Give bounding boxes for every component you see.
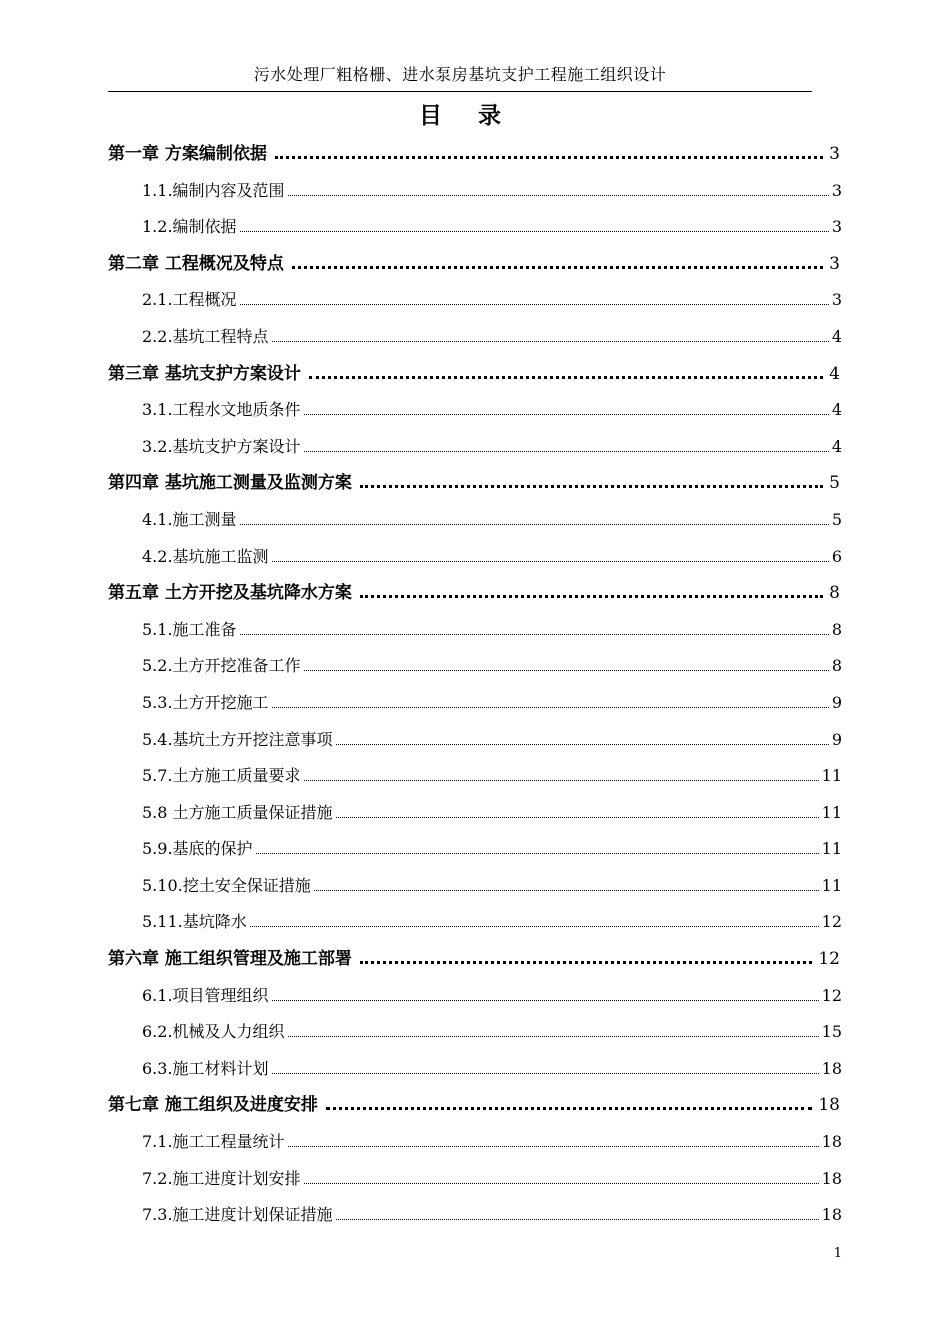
dot-leader (272, 988, 819, 1001)
toc-entry-label: 第四章 基坑施工测量及监测方案 (108, 473, 352, 494)
toc-entry-label: 6.1.项目管理组织 (142, 985, 269, 1005)
dot-leader (272, 1061, 819, 1074)
toc-entry-page: 11 (821, 875, 842, 895)
toc-entry-page: 8 (829, 583, 840, 604)
toc-section-entry[interactable] (108, 209, 842, 246)
toc-section-entry[interactable] (108, 1051, 842, 1088)
toc-entry-label: 1.1.编制内容及范围 (142, 180, 285, 200)
toc-section-entry[interactable] (108, 612, 842, 649)
toc-section-entry[interactable] (108, 648, 842, 685)
toc-entry-label: 6.3.施工材料计划 (142, 1058, 269, 1078)
toc-entry-page: 18 (818, 1095, 840, 1116)
toc-entry-page: 12 (818, 949, 840, 970)
toc-entry-page: 4 (831, 326, 842, 346)
toc-entry-page: 4 (831, 436, 842, 456)
dot-leader (360, 949, 812, 964)
toc-chapter-entry[interactable] (108, 136, 842, 173)
table-of-contents (108, 136, 842, 1234)
dot-leader (256, 841, 819, 854)
toc-title: 目录 (419, 102, 537, 129)
toc-section-entry[interactable] (108, 1161, 842, 1198)
toc-entry-page: 4 (829, 363, 840, 384)
toc-entry-page: 6 (831, 546, 842, 566)
toc-entry-label: 2.2.基坑工程特点 (142, 326, 269, 346)
toc-section-entry[interactable] (108, 392, 842, 429)
toc-entry-label: 3.2.基坑支护方案设计 (142, 436, 301, 456)
toc-entry-label: 第五章 土方开挖及基坑降水方案 (108, 583, 352, 604)
toc-entry-label: 5.11.基坑降水 (142, 912, 247, 932)
toc-entry-label: 7.3.施工进度计划保证措施 (142, 1205, 333, 1225)
toc-entry-label: 5.8 土方施工质量保证措施 (142, 802, 333, 822)
toc-chapter-entry[interactable] (108, 356, 842, 393)
toc-section-entry[interactable] (108, 1124, 842, 1161)
dot-leader (288, 1024, 819, 1037)
toc-entry-label: 5.4.基坑土方开挖注意事项 (142, 729, 333, 749)
toc-entry-page: 8 (831, 656, 842, 676)
dot-leader (240, 219, 829, 232)
toc-chapter-entry[interactable] (108, 465, 842, 502)
toc-entry-label: 5.3.土方开挖施工 (142, 692, 269, 712)
toc-entry-label: 5.7.土方施工质量要求 (142, 766, 301, 786)
dot-leader (250, 914, 819, 927)
toc-entry-page: 9 (831, 729, 842, 749)
toc-section-entry[interactable] (108, 173, 842, 210)
toc-section-entry[interactable] (108, 1197, 842, 1234)
toc-section-entry[interactable] (108, 1014, 842, 1051)
toc-chapter-entry[interactable] (108, 575, 842, 612)
toc-entry-page: 3 (829, 253, 840, 274)
dot-leader (275, 144, 823, 159)
toc-entry-page: 3 (831, 290, 842, 310)
page-number: 1 (833, 1246, 842, 1261)
dot-leader (292, 254, 823, 269)
toc-entry-label: 7.2.施工进度计划安排 (142, 1168, 301, 1188)
toc-entry-label: 第六章 施工组织管理及施工部署 (108, 949, 352, 970)
toc-entry-page: 9 (831, 692, 842, 712)
toc-entry-label: 7.1.施工工程量统计 (142, 1132, 285, 1152)
toc-entry-label: 6.2.机械及人力组织 (142, 1022, 285, 1042)
dot-leader (326, 1095, 812, 1110)
toc-entry-page: 11 (821, 839, 842, 859)
dot-leader (288, 1134, 819, 1147)
toc-entry-label: 第二章 工程概况及特点 (108, 253, 284, 274)
dot-leader (336, 1207, 819, 1220)
dot-leader (304, 1171, 819, 1184)
toc-section-entry[interactable] (108, 868, 842, 905)
toc-entry-page: 3 (831, 180, 842, 200)
dot-leader (309, 364, 823, 379)
toc-entry-page: 4 (831, 400, 842, 420)
toc-section-entry[interactable] (108, 978, 842, 1015)
toc-entry-label: 2.1.工程概况 (142, 290, 237, 310)
dot-leader (336, 805, 819, 818)
toc-entry-page: 11 (821, 766, 842, 786)
dot-leader (272, 329, 829, 342)
dot-leader (240, 512, 829, 525)
toc-entry-label: 第一章 方案编制依据 (108, 144, 267, 164)
toc-section-entry[interactable] (108, 831, 842, 868)
toc-entry-page: 18 (821, 1205, 842, 1225)
toc-entry-page: 3 (831, 217, 842, 237)
dot-leader (240, 622, 829, 635)
toc-section-entry[interactable] (108, 685, 842, 722)
dot-leader (272, 549, 829, 562)
toc-entry-page: 11 (821, 802, 842, 822)
toc-entry-label: 第三章 基坑支护方案设计 (108, 363, 301, 384)
dot-leader (304, 439, 829, 452)
toc-entry-page: 8 (831, 619, 842, 639)
toc-entry-label: 1.2.编制依据 (142, 217, 237, 237)
toc-chapter-entry[interactable] (108, 246, 842, 283)
toc-entry-page: 15 (821, 1022, 842, 1042)
toc-entry-page: 3 (829, 144, 840, 164)
toc-chapter-entry[interactable] (108, 941, 842, 978)
toc-entry-label: 第七章 施工组织及进度安排 (108, 1095, 318, 1116)
toc-entry-label: 4.2.基坑施工监测 (142, 546, 269, 566)
dot-leader (304, 768, 819, 781)
toc-section-entry[interactable] (108, 502, 842, 539)
toc-section-entry[interactable] (108, 539, 842, 576)
header-divider (108, 91, 812, 92)
toc-entry-page: 12 (821, 912, 842, 932)
toc-section-entry[interactable] (108, 319, 842, 356)
toc-section-entry[interactable] (108, 722, 842, 759)
toc-section-entry[interactable] (108, 758, 842, 795)
toc-entry-label: 3.1.工程水文地质条件 (142, 400, 301, 420)
dot-leader (304, 658, 829, 671)
toc-entry-page: 5 (831, 509, 842, 529)
running-header: 污水处理厂粗格栅、进水泵房基坑支护工程施工组织设计 (253, 65, 667, 84)
toc-section-entry[interactable] (108, 795, 842, 832)
toc-entry-label: 5.2.土方开挖准备工作 (142, 656, 301, 676)
dot-leader (314, 878, 819, 891)
dot-leader (272, 695, 829, 708)
dot-leader (288, 183, 829, 196)
toc-entry-page: 18 (821, 1132, 842, 1152)
toc-entry-label: 5.10.挖土安全保证措施 (142, 875, 311, 895)
dot-leader (336, 732, 829, 745)
dot-leader (360, 583, 823, 598)
toc-entry-page: 12 (821, 985, 842, 1005)
toc-entry-label: 4.1.施工测量 (142, 509, 237, 529)
toc-section-entry[interactable] (108, 429, 842, 466)
toc-entry-label: 5.1.施工准备 (142, 619, 237, 639)
dot-leader (304, 402, 829, 415)
dot-leader (240, 292, 829, 305)
toc-entry-page: 18 (821, 1058, 842, 1078)
toc-section-entry[interactable] (108, 904, 842, 941)
toc-section-entry[interactable] (108, 282, 842, 319)
toc-chapter-entry[interactable] (108, 1087, 842, 1124)
toc-entry-label: 5.9.基底的保护 (142, 839, 253, 859)
toc-entry-page: 5 (829, 473, 840, 494)
dot-leader (360, 473, 823, 488)
toc-entry-page: 18 (821, 1168, 842, 1188)
